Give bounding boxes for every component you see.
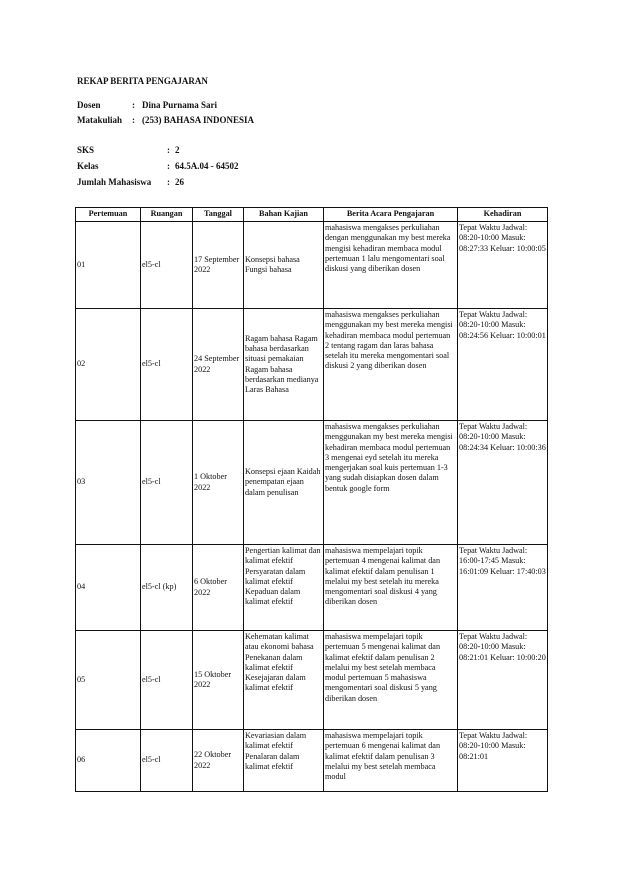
- cell-kehadiran: Tepat Waktu Jadwal: 08:20-10:00 Masuk: 08:27:33 Keluar: 10:00:05: [458, 222, 548, 309]
- document-title: REKAP BERITA PENGAJARAN: [77, 76, 208, 86]
- header-ruangan: Ruangan: [141, 208, 193, 222]
- cell-berita-acara: mahasiswa mengakses perkuliahan menggunakan my best mereka mengisi kehadiran membaca modul pertemuan 3 mengenai eyd setelah itu mereka mengerjakan soal kuis pertemuan 1-3 yang sudah disiapkan dosen dalam bentuk google form: [324, 421, 458, 545]
- cell-bahan-kajian: Konsepsi bahasa Fungsi bahasa: [244, 222, 324, 309]
- rekap-table: [75, 207, 548, 792]
- cell-pertemuan: 01: [76, 222, 141, 309]
- cell-berita-acara: mahasiswa mengakses perkuliahan dengan menggunakan my best mereka mengisi kehadiran membaca modul pertemuan 1 lalu mengomentari soal diskusi yang diberikan dosen: [324, 222, 458, 309]
- cell-tanggal: 22 Oktober 2022: [193, 730, 244, 792]
- jumlah-separator: :: [167, 177, 170, 187]
- cell-kehadiran: Tepat Waktu Jadwal: 08:20-10:00 Masuk: 08:24:34 Keluar: 10:00:36: [458, 421, 548, 545]
- kelas-separator: :: [167, 161, 170, 171]
- cell-bahan-kajian: Pengertian kalimat dan kalimat efektif Persyaratan dalam kalimat efektif Kepaduan dalam kalimat efektif: [244, 545, 324, 631]
- table-row: [76, 545, 548, 631]
- header-bahan-kajian: Bahan Kajian: [244, 208, 324, 222]
- cell-ruangan: el5-cl: [141, 730, 193, 792]
- header-tanggal: Tanggal: [193, 208, 244, 222]
- cell-bahan-kajian: Kehematan kalimat atau ekonomi bahasa Penekanan dalam kalimat efektif Kesejajaran dalam kalimat efektif: [244, 631, 324, 730]
- cell-berita-acara: mahasiswa mempelajari topik pertemuan 4 mengenai kalimat dan kalimat efektif dalam penulisan 1 melalui my best setelah itu mereka mengomentari soal diskusi 4 yang diberikan dosen: [324, 545, 458, 631]
- header-kehadiran: Kehadiran: [458, 208, 548, 222]
- cell-berita-acara: mahasiswa mengakses perkuliahan menggunakan my best mereka mengisi kehadiran membaca modul pertemuan 2 tentang ragam dan laras bahasa setelah itu mereka mengomentari soal diskusi 2 yang diberikan dosen: [324, 309, 458, 421]
- cell-kehadiran: Tepat Waktu Jadwal: 16:00-17:45 Masuk: 16:01:09 Keluar: 17:40:03: [458, 545, 548, 631]
- table-row: [76, 631, 548, 730]
- header-berita-acara: Berita Acara Pengajaran: [324, 208, 458, 222]
- cell-ruangan: el5-cl: [141, 631, 193, 730]
- cell-berita-acara: mahasiswa mempelajari topik pertemuan 6 mengenai kalimat dan kalimat efektif dalam penulisan 3 melalui my best setelah membaca modul: [324, 730, 458, 792]
- cell-ruangan: el5-cl: [141, 421, 193, 545]
- table-row: [76, 222, 548, 309]
- cell-pertemuan: 06: [76, 730, 141, 792]
- jumlah-value: 26: [175, 177, 184, 187]
- table-row: [76, 309, 548, 421]
- dosen-value: Dina Purnama Sari: [142, 100, 218, 110]
- cell-bahan-kajian: Ragam bahasa Ragam bahasa berdasarkan situasi pemakaian Ragam bahasa berdasarkan medianya Laras Bahasa: [244, 309, 324, 421]
- cell-tanggal: 1 Oktober 2022: [193, 421, 244, 545]
- table-header-row: [76, 208, 548, 222]
- table-row: [76, 730, 548, 792]
- cell-tanggal: 15 Oktober 2022: [193, 631, 244, 730]
- cell-pertemuan: 02: [76, 309, 141, 421]
- sks-label: SKS: [77, 145, 95, 155]
- cell-pertemuan: 05: [76, 631, 141, 730]
- matakuliah-label: Matakuliah: [77, 115, 123, 125]
- matakuliah-separator: :: [132, 115, 135, 125]
- kelas-label: Kelas: [77, 161, 99, 171]
- cell-kehadiran: Tepat Waktu Jadwal: 08:20-10:00 Masuk: 08:21:01 Keluar: 10:00:20: [458, 631, 548, 730]
- cell-bahan-kajian: Kevariasian dalam kalimat efektif Penalaran dalam kalimat efektif: [244, 730, 324, 792]
- cell-bahan-kajian: Konsepsi ejaan Kaidah penempatan ejaan dalam penulisan: [244, 421, 324, 545]
- cell-berita-acara: mahasiswa mempelajari topik pertemuan 5 mengenai kalimat dan kalimat efektif dalam penulisan 2 melalui my best setelah membaca modul pertemuan 5 mahasiswa mengomentari soal diskusi 5 yang diberikan dosen: [324, 631, 458, 730]
- cell-kehadiran: Tepat Waktu Jadwal: 08:20-10:00 Masuk: 08:21:01: [458, 730, 548, 792]
- header-pertemuan: Pertemuan: [76, 208, 141, 222]
- cell-pertemuan: 03: [76, 421, 141, 545]
- cell-ruangan: el5-cl: [141, 222, 193, 309]
- cell-tanggal: 24 September 2022: [193, 309, 244, 421]
- cell-tanggal: 6 Oktober 2022: [193, 545, 244, 631]
- kelas-value: 64.5A.04 - 64502: [175, 161, 239, 171]
- dosen-separator: :: [132, 100, 135, 110]
- sks-value: 2: [175, 145, 180, 155]
- jumlah-label: Jumlah Mahasiswa: [77, 177, 152, 187]
- matakuliah-value: (253) BAHASA INDONESIA: [142, 115, 255, 125]
- cell-ruangan: el5-cl: [141, 309, 193, 421]
- cell-kehadiran: Tepat Waktu Jadwal: 08:20-10:00 Masuk: 08:24:56 Keluar: 10:00:01: [458, 309, 548, 421]
- cell-ruangan: el5-cl (kp): [141, 545, 193, 631]
- cell-tanggal: 17 September 2022: [193, 222, 244, 309]
- sks-separator: :: [167, 145, 170, 155]
- cell-pertemuan: 04: [76, 545, 141, 631]
- table-row: [76, 421, 548, 545]
- dosen-label: Dosen: [77, 100, 101, 110]
